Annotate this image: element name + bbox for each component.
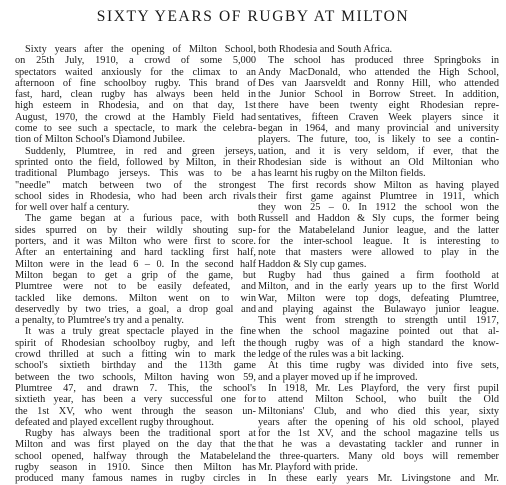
text-line: ledge of the rules was a bit lacking. [258, 349, 404, 361]
text-line: Des van Jaarsveldt and Ronny Hill, who attended [258, 77, 499, 89]
text-line: defeated and played excellent rugby throughout. [15, 416, 214, 428]
text-line: afternoon of fine schoolboy rugby. This brand of [15, 77, 256, 89]
text-line: when the school magazine pointed out that al- [258, 326, 499, 338]
text-line: Rugby has always been the traditional sport at [25, 428, 256, 440]
article-title: SIXTY YEARS OF RUGBY AT MILTON [96, 8, 410, 25]
text-line: the three-quarters. Many old boys will remember [258, 450, 499, 462]
text-line: sides spurred on by their wildly shouting sup- [15, 224, 256, 236]
text-line: both Rhodesia and South Africa. [258, 44, 393, 55]
text-line: Sixty years after the opening of Milton School, [25, 44, 256, 55]
text-line: fast, hard, clean rugby has always been held in [15, 89, 256, 101]
text-line: began in 1964, and many provincial and university [258, 123, 499, 135]
text-line: players. The future, too, is likely to see a contin- [258, 134, 499, 146]
text-line: Suddenly, Plumtree, in red and green jerseys, [25, 145, 256, 157]
text-line: It was a truly great spectacle played in the fine [25, 326, 256, 338]
text-line: Milton were in the lead 6 – 0. In the second half [15, 258, 256, 270]
text-line: rugby season in 1910. Since then Milton has [15, 461, 256, 473]
text-line: In these early years Mr. Livingstone and Mr. [268, 473, 499, 485]
text-line: At this time rugby was divided into five sets, [268, 360, 499, 372]
text-line: their first game against Plumtree in 1911, which [258, 190, 499, 202]
text-line: for the Matabeleland Junior league, and the latter [258, 224, 499, 236]
article-column-left [15, 44, 256, 485]
text-line: Andy MacDonald, who attended the High School, [258, 66, 499, 78]
text-line: Milton, and in the early years up to the first World [258, 281, 499, 293]
text-line: Plumtree were not to be easily defeated, and [15, 281, 256, 293]
text-line: Milton and was first played on the day that the [15, 439, 256, 451]
text-line: The school has produced three Springboks in [268, 55, 499, 67]
text-line: Rugby had thus gained a firm foothold at [268, 269, 499, 281]
text-line: After an entertaining and hard tackling first half, [15, 247, 256, 259]
text-line: sentatives, fifteen Craven Week players since it [258, 111, 499, 123]
text-line: that he was a devastating tackler and runner in [258, 439, 499, 451]
text-line: uation, and it is very seldom, if ever, that the [258, 145, 499, 157]
text-line: tion of Milton School's Diamond Jubilee. [15, 134, 186, 146]
text-line: produced many famous names in rugby circles in [15, 473, 256, 485]
text-line: spectators waited anxiously for the climax to an [15, 66, 256, 78]
text-line: tackled like demons. Milton went on to win [15, 292, 256, 304]
text-line: between the two schools, Milton having won 59, [15, 371, 256, 383]
text-line: Rhodesian side is without an Old Miltonian who [258, 156, 499, 168]
text-line: Miltonians' Club, and who died this year, sixty [258, 405, 499, 417]
text-line: the Junior School in Borrow Street. In addition, [258, 89, 499, 101]
text-line: school opened, halfway through the Matabeleland [15, 450, 256, 462]
text-line: "needle" match between two of the strongest [15, 179, 256, 191]
text-line: sprinted onto the field, followed by Milton, in their [15, 156, 256, 168]
text-line: has learnt his rugby on the Milton fields. [258, 168, 426, 180]
text-line: on 25th July, 1910, a crowd of some 5,000 [15, 55, 256, 67]
text-line: school sides in Rhodesia, who had been arch rivals [15, 190, 256, 202]
text-line: This went from strength to strength until 1917, [258, 315, 499, 327]
text-line: Haddon & Sly cup games. [258, 258, 367, 270]
text-line: there have been twenty eight Rhodesian repre- [258, 100, 499, 112]
text-line: sixtieth year, has been a very successful one for [15, 394, 256, 406]
text-line: In 1918, Mr. Les Playford, the very first pupil [268, 382, 499, 394]
text-line: they won 25 – 0. In 1912 the school won the [258, 202, 499, 214]
text-line: August, 1970, the crowd at the Hambly Field had [15, 111, 256, 123]
text-line: to attend Milton School, who built the Old [258, 394, 499, 406]
article-column-right [258, 44, 499, 485]
text-line: Plumtree 47, and drawn 7. This, the school's [15, 382, 256, 394]
text-line: The first records show Milton as having played [268, 179, 499, 191]
text-line: Milton began to get a grip of the game, but [15, 269, 256, 281]
text-line: a penalty, to Plumtree's try and a penalty. [15, 315, 184, 327]
text-line: for well over half a century. [15, 202, 130, 214]
text-line: The game began at a furious pace, with both [25, 213, 256, 225]
text-line: years after the opening of his old school, played [258, 416, 499, 428]
text-line: spirit of Rhodesian schoolboy rugby, and left the [15, 337, 256, 349]
text-line: for the inter-school league. It is interesting to [258, 236, 499, 248]
text-line: War, Milton were top dogs, defeating Plumtree, [258, 292, 499, 304]
text-line: and playing against the Bulawayo junior league. [258, 303, 499, 315]
text-line: though rugby was of a high standard the know- [258, 337, 499, 349]
text-line: and a player moved up if he improved. [258, 371, 418, 383]
text-line: Mr. Playford with pride. [258, 461, 358, 473]
text-line: high esteem in Rhodesia, and on that day, 1st [15, 100, 256, 112]
text-line: traditional Plumbago jerseys. This was to be a [15, 168, 256, 180]
text-line: deservedly by two tries, a goal, a drop goal and [15, 303, 256, 315]
text-line: school's sixtieth birthday and the 113th game [15, 360, 256, 372]
text-line: porters, and it was Milton who were first to score. [15, 236, 256, 248]
text-line: the 1st XV, who went through the season un- [15, 405, 256, 417]
text-line: for the 1st XV, and the school magazine tells us [258, 428, 499, 440]
text-line: crowd thrilled at such a fitting win to mark the [15, 349, 256, 361]
text-line: Russell and Haddon & Sly cups, the former being [258, 213, 499, 225]
text-line: come to see such a spectacle, to mark the celebra- [15, 123, 256, 135]
text-line: note that masters were allowed to play in the [258, 247, 499, 259]
